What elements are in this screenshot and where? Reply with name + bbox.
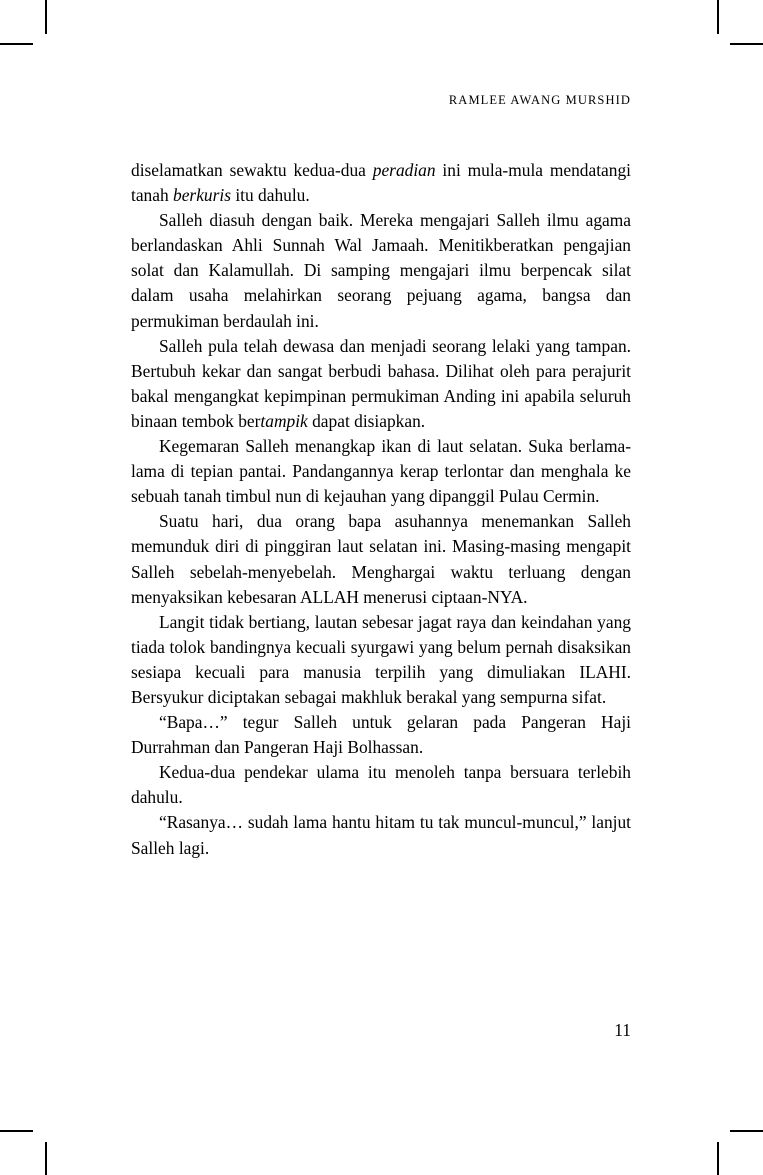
- paragraph: [131, 509, 631, 609]
- text-run: ini mula-mula mendatangi tanah: [131, 160, 631, 206]
- text-run: itu dahulu.: [230, 185, 310, 206]
- crop-mark-top-left-vertical: [45, 0, 47, 34]
- paragraph: [131, 760, 631, 810]
- text-run: Kegemaran Salleh menangkap ikan di laut selatan. Suka berlama-lama di tepian pantai. Pandangannya kerap terlontar dan menghala ke sebuah tanah timbul nun di kejauhan yang dipanggil Pulau Cermin.: [131, 436, 631, 507]
- paragraph: [131, 710, 631, 760]
- emphasis-text: peradian: [372, 160, 436, 180]
- crop-mark-bottom-right-vertical: [717, 1142, 719, 1175]
- paragraph: [131, 334, 631, 434]
- text-run: diselamatkan sewaktu kedua-dua: [131, 160, 373, 180]
- paragraph: [131, 208, 631, 333]
- running-head: RAMLEE AWANG MURSHID: [448, 93, 631, 107]
- emphasis-text: tampik: [260, 410, 308, 431]
- body-text: [131, 158, 631, 861]
- crop-mark-top-left-horizontal: [0, 43, 33, 45]
- text-run: Kedua-dua pendekar ulama itu menoleh tanpa bersuara terlebih dahulu.: [131, 762, 631, 808]
- emphasis-text: berkuris: [173, 185, 231, 206]
- text-run: “Bapa…” tegur Salleh untuk gelaran pada Pangeran Haji Durrahman dan Pangeran Haji Bolhassan.: [131, 712, 631, 758]
- paragraph: [131, 434, 631, 509]
- paragraph: [131, 810, 631, 860]
- text-run: “Rasanya… sudah lama hantu hitam tu tak muncul-muncul,” lanjut Salleh lagi.: [131, 812, 631, 858]
- page-number: 11: [614, 1020, 631, 1040]
- text-run: Suatu hari, dua orang bapa asuhannya menemankan Salleh memunduk diri di pinggiran laut selatan ini. Masing-masing mengapit Salleh sebelah-menyebelah. Menghargai waktu terluang dengan menyaksikan kebesaran ALLAH menerusi ciptaan-NYA.: [131, 511, 631, 607]
- text-run: Langit tidak bertiang, lautan sebesar jagat raya dan keindahan yang tiada tolok bandingnya kecuali syurgawi yang belum pernah disaksikan sesiapa kecuali para manusia terpilih yang dimuliakan ILAHI. Bersyukur diciptakan sebagai makhluk berakal yang sempurna sifat.: [131, 611, 631, 707]
- text-run: Salleh diasuh dengan baik. Mereka mengajari Salleh ilmu agama berlandaskan Ahli Sunnah Wal Jamaah. Menitikberatkan pengajian solat dan Kalamullah. Di samping mengajari ilmu berpencak silat dalam usaha melahirkan seorang pejuang agama, bangsa dan permukiman berdaulah ini.: [131, 210, 631, 331]
- text-run: Salleh pula telah dewasa dan menjadi seorang lelaki yang tampan. Bertubuh kekar dan sangat berbudi bahasa. Dilihat oleh para perajurit bakal mengangkat kepimpinan permukiman Anding ini apabila seluruh binaan tembok ber: [131, 335, 631, 431]
- crop-mark-top-right-horizontal: [730, 43, 763, 45]
- paragraph: [131, 158, 631, 208]
- paragraph: [131, 610, 631, 710]
- text-run: dapat disiapkan.: [307, 410, 426, 431]
- crop-mark-bottom-left-horizontal: [0, 1130, 33, 1132]
- crop-mark-bottom-right-horizontal: [730, 1130, 763, 1132]
- crop-mark-bottom-left-vertical: [45, 1142, 47, 1175]
- crop-mark-top-right-vertical: [717, 0, 719, 34]
